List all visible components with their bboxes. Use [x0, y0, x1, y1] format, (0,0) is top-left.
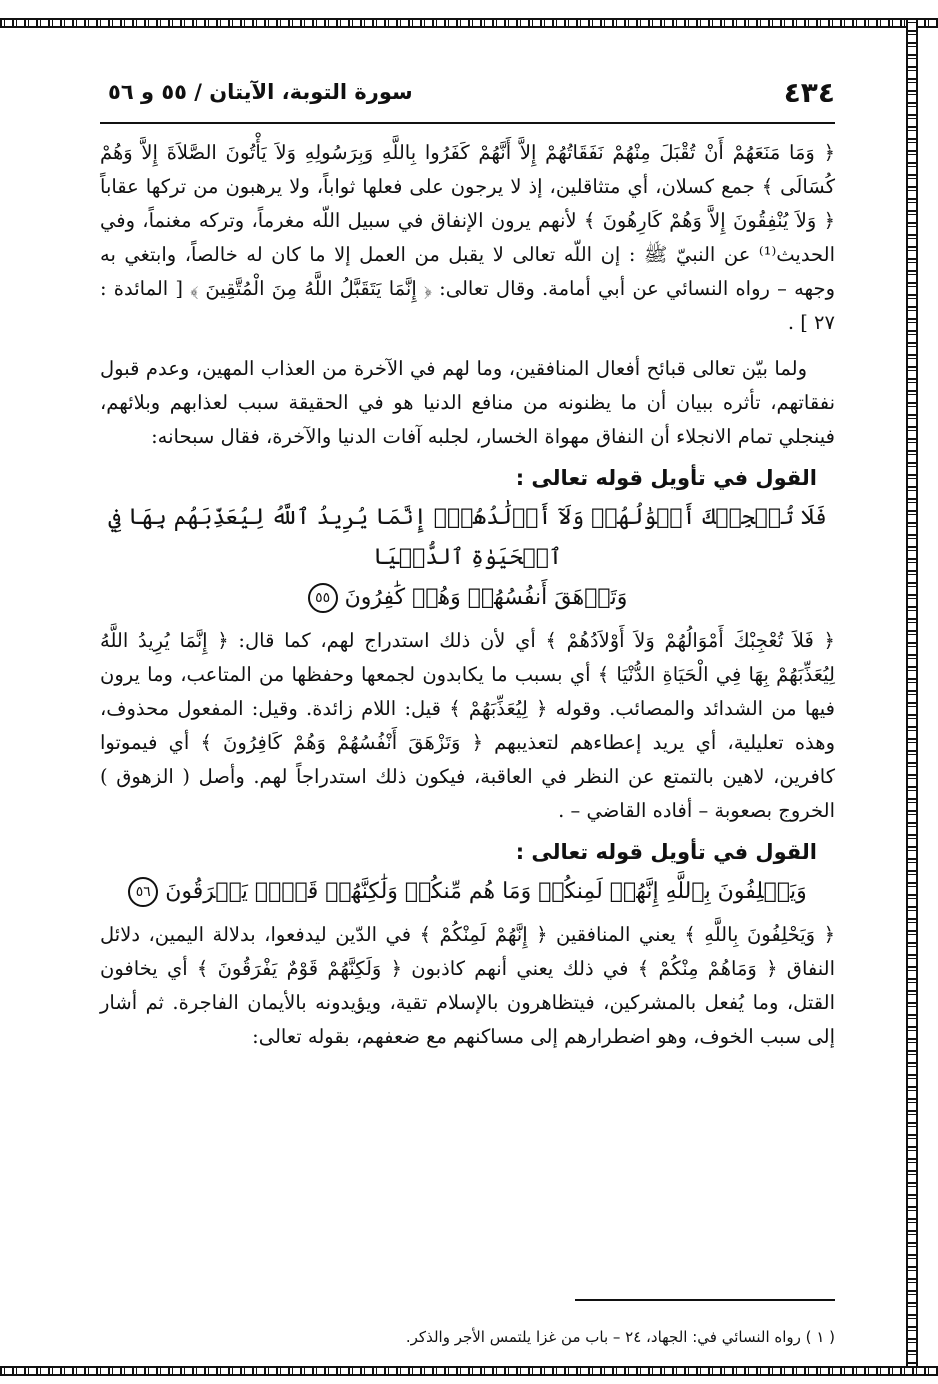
footnote-separator — [100, 1299, 835, 1301]
commentary-paragraph-1: ﴿ وَمَا مَنَعَهُمْ أَنْ تُقْبَلَ مِنْهُمْ نَفَقَاتُهُمْ إِلاَّ أَنَّهُمْ كَفَرُوا بِاللَّهِ وَبِرَسُولِهِ وَلاَ يَأْتُونَ الصَّلاَةَ إِلاَّ وَهُمْ كُسَالَى ﴾ جمع كسلان، أي متثاقلين، إذ لا يرجون على فعلها ثواباً، ولا يرهبون من تركها عقاباً ﴿ وَلاَ يُنْفِقُونَ إِلاَّ وَهُمْ كَارِهُونَ ﴾ لأنهم يرون الإنفاق في سبيل اللّه مغرماً، وتركه مغنماً، وفي الحديث⁽¹⁾ عن النبيّ ﷺ : إن اللّه تعالى لا يقبل من العمل إلا ما كان له خالصاً، وابتغي به وجهه – رواه النسائي عن أبي أمامة. وقال تعالى: ﴿ إِنَّمَا يَتَقَبَّلُ اللَّهُ مِنَ الْمُتَّقِينَ ﴾ [ المائدة : ٢٧ ] . — [100, 141, 835, 334]
verse-55-line-2-text: وَتَزۡهَقَ أَنفُسُهُمۡ وَهُمۡ كَٰفِرُونَ — [344, 585, 628, 610]
section-heading-2: القول في تأويل قوله تعالى : — [515, 840, 817, 864]
page-body — [100, 70, 835, 1054]
running-head: سورة التوبة، الآيتان / ٥٥ و ٥٦ — [108, 80, 413, 104]
page-border-top — [0, 18, 938, 28]
commentary-paragraph-4: ﴿ وَيَحْلِفُونَ بِاللَّهِ ﴾ يعني المنافقين ﴿ إِنَّهُمْ لَمِنْكُمْ ﴾ في الدّين ليدفعوا، بدلالة اليمين، دلائل النفاق ﴿ وَمَاهُمْ مِنْكُمْ ﴾ في ذلك يعني أنهم كاذبون ﴿ وَلَكِنَّهُمْ قَوْمٌ يَفْرَقُونَ ﴾ أي يخافون القتل، وما يُفعل بالمشركين، فيتظاهرون بالإسلام تقية، ويؤيدونه بالأيمان الفاجرة. ثم أشار إلى سبب الخوف، وهو اضطرارهم إلى مساكنهم مع ضعفهم، بقوله تعالى: — [100, 923, 835, 1048]
page-border-right — [906, 18, 918, 1376]
quran-verse-56 — [100, 872, 835, 912]
ayah-number-55: ٥٥ — [308, 583, 338, 613]
page-number: ٤٣٤ — [783, 76, 835, 109]
quran-verse-55 — [100, 498, 835, 618]
section-heading-1: القول في تأويل قوله تعالى : — [515, 466, 817, 490]
ayah-number-56: ٥٦ — [128, 877, 158, 907]
footnote-rule — [575, 1299, 835, 1301]
verse-56-text: وَيَحۡلِفُونَ بِٱللَّهِ إِنَّهُمۡ لَمِنكُمۡ وَمَا هُم مِّنكُمۡ وَلَٰكِنَّهُمۡ قَوۡمٞ يَفۡرَقُونَ — [165, 879, 807, 904]
page-border-bottom — [0, 1366, 938, 1376]
verse-55-line-1: فَلَا تُعۡجِبۡكَ أَمۡوَٰلُهُمۡ وَلَآ أَوۡلَٰدُهُمۡۚ إِنَّمَا يُرِيدُ ٱللَّهُ لِيُعَذِّبَهُم بِهَا فِي ٱلۡحَيَوٰةِ ٱلدُّنۡيَا — [108, 505, 827, 570]
commentary-paragraph-2: ولما بيّن تعالى قبائح أفعال المنافقين، وما لهم في الآخرة من العذاب المهين، وعدم قبول نفقاتهم، تأثره ببيان أن ما يظنونه من منافع الدنيا هو في الحقيقة سبب لعذابهم وبلائهم، فينجلي تمام الانجلاء أن النفاق مهواة الخسار، لجلبه آفات الدنيا والآخرة، فقال سبحانه: — [100, 357, 835, 448]
commentary-paragraph-3: ﴿ فَلاَ تُعْجِبْكَ أَمْوَالُهُمْ وَلاَ أَوْلاَدُهُمْ ﴾ أي لأن ذلك استدراج لهم، كما قال: ﴿ إِنَّمَا يُرِيدُ اللَّهُ لِيُعَذِّبَهُمْ بِهَا فِي الْحَيَاةِ الدُّنْيَا ﴾ أي بسبب ما يكابدون لجمعها وحفظها من المتاعب، وما يرون فيها من الشدائد والمصائب. وقوله ﴿ لِيُعَذِّبَهُمْ ﴾ قيل: اللام زائدة. وقيل: المفعول محذوف، وهذه تعليلية، أي يريد إعطاءهم لتعذيبهم ﴿ وَتَزْهَقَ أَنْفُسُهُمْ وَهُمْ كَافِرُونَ ﴾ أي فيموتوا كافرين، لاهين بالتمتع عن النظر في العاقبة، فيكون ذلك استدراجاً لهم. وأصل ( الزهوق ) الخروج بصعوبة – أفاده القاضي – . — [100, 629, 835, 822]
verse-55-line-2 — [100, 578, 835, 618]
page-header — [100, 70, 835, 124]
footnote: ( ١ ) رواه النسائي في: الجهاد، ٢٤ – باب من غزا يلتمس الأجر والذكر. — [405, 1328, 835, 1346]
